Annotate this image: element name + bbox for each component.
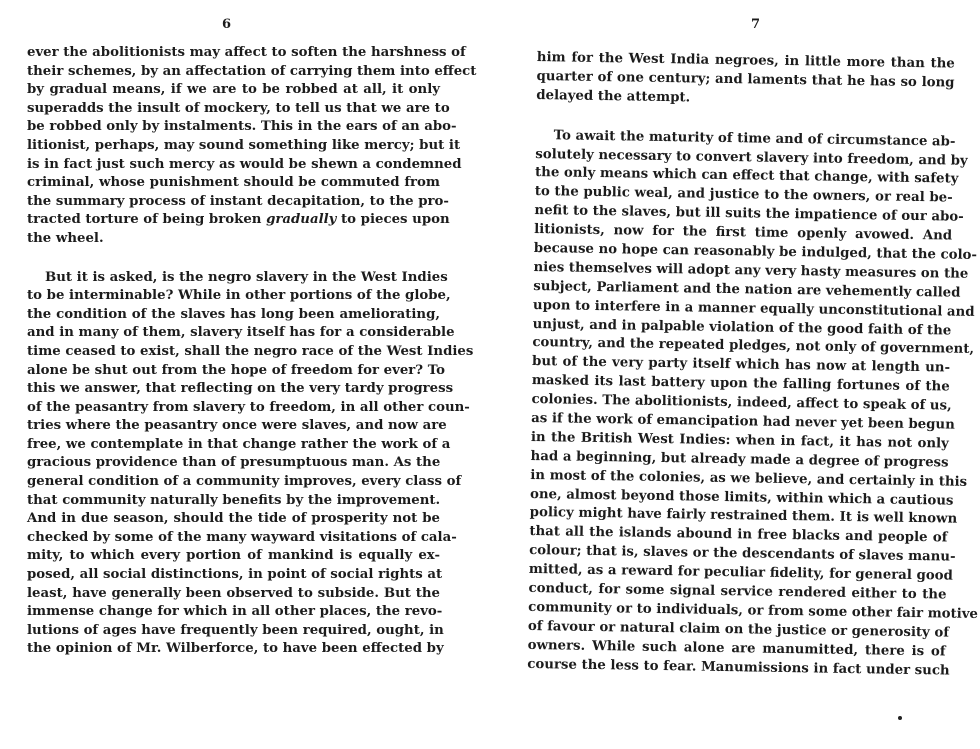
text-line: course the less to fear. Manumissions in fact under such bbox=[527, 656, 950, 679]
text-line: lutions of ages have frequently been required, ought, in bbox=[27, 622, 444, 638]
left-paragraph-1 bbox=[27, 44, 477, 249]
text-line: tracted torture of being broken gradually to pieces upon bbox=[27, 212, 450, 228]
text-line: him for the West India negroes, in little more than the bbox=[536, 49, 955, 72]
text-line: least, have generally been observed to subside. But the bbox=[27, 585, 440, 601]
text-line: because no hope can reasonably be indulged, that the colo- bbox=[533, 240, 978, 263]
text-line: alone be shut out from the hope of freedom for ever? To bbox=[27, 362, 445, 378]
text-line: to the public weal, and justice to the owners, or real be- bbox=[534, 184, 953, 206]
text-line: owners. While such alone are manumitted, there is of bbox=[527, 637, 946, 660]
text-line: gracious providence than of presumptuous man. As the bbox=[27, 455, 441, 471]
text-line: had a beginning, but already made a degree of progress bbox=[530, 448, 949, 471]
text-line: to be interminable? While in other portions of the globe, bbox=[27, 288, 451, 304]
text-line: immense change for which in all other places, the revo- bbox=[27, 604, 443, 620]
text-line: mitted, as a reward for peculiar fidelity, for general good bbox=[528, 562, 953, 584]
text-line: litionist, perhaps, may sound something like mercy; but it bbox=[27, 137, 461, 153]
text-line: time ceased to exist, shall the negro race of the West Indies bbox=[27, 343, 474, 359]
text-line: litionists, now for the first time openly avowed. And bbox=[534, 222, 953, 244]
text-line: solutely necessary to convert slavery into freedom, and by bbox=[535, 146, 968, 169]
text-line: in most of the colonies, as we believe, and certainly in this bbox=[530, 467, 968, 490]
text-line: that community naturally benefits by the improvement. bbox=[27, 492, 441, 508]
text-line: mity, to which every portion of mankind is equally ex- bbox=[27, 548, 440, 564]
text-line: the only means which can effect that change, with safety bbox=[534, 165, 959, 188]
text-line: the summary process of instant decapitation, to the pro- bbox=[27, 193, 449, 209]
text-line: quarter of one century; and laments that he has so long bbox=[536, 68, 955, 91]
text-line: as if the work of emancipation had never yet been begun bbox=[531, 410, 955, 433]
text-line: tries where the peasantry once were slaves, and now are bbox=[27, 418, 447, 434]
text-line: policy might have fairly restrained them. It is well known bbox=[529, 505, 958, 528]
text-line: colour; that is, slaves or the descendants of slaves manu- bbox=[529, 543, 956, 565]
text-line: their schemes, by an affectation of carrying them into effect bbox=[27, 63, 477, 79]
page-number-right: 7 bbox=[751, 17, 761, 32]
text-line: superadds the insult of mockery, to tell us that we are to bbox=[27, 100, 450, 116]
text-line: be robbed only by instalments. This in the ears of an abo- bbox=[27, 119, 457, 135]
text-line: colonies. The abolitionists, indeed, affect to speak of us, bbox=[531, 392, 952, 414]
left-text-column bbox=[27, 44, 477, 659]
text-line: by gradual means, if we are to be robbed at all, it only bbox=[27, 82, 440, 98]
text-line: masked its last battery upon the falling fortunes of the bbox=[531, 373, 950, 395]
text-line: in the British West Indies: when in fact, it has not only bbox=[530, 429, 949, 452]
text-line: of the peasantry from slavery to freedom, in all other coun- bbox=[27, 399, 470, 415]
text-line: the condition of the slaves has long been ameliorating, bbox=[27, 306, 440, 322]
text-line: nies themselves will adopt any very hasty measures on the bbox=[533, 259, 969, 282]
text-line: free, we contemplate in that change rather the work of a bbox=[27, 436, 451, 452]
text-line: conduct, for some signal service rendered either to the bbox=[528, 580, 947, 603]
text-line: but of the very party itself which has now at length un- bbox=[531, 354, 951, 376]
text-line: of favour or natural claim on the justice or generosity of bbox=[527, 618, 950, 641]
text-line: nefit to the slaves, but ill suits the impatience of our abo- bbox=[534, 203, 964, 225]
text-line: is in fact just such mercy as would be shewn a condemned bbox=[27, 156, 462, 172]
text-line: general condition of a community improves, every class of bbox=[27, 474, 462, 490]
left-paragraph-2 bbox=[27, 269, 474, 659]
text-line: posed, all social distinctions, in point of social rights at bbox=[27, 567, 443, 583]
text-line: And in due season, should the tide of prosperity not be bbox=[27, 511, 440, 527]
text-line: unjust, and in palpable violation of the good faith of the bbox=[532, 316, 952, 339]
text-line: checked by some of the many wayward visitations of cala- bbox=[27, 529, 457, 545]
text-line: ever the abolitionists may affect to soften the harshness of bbox=[27, 45, 466, 60]
ink-speck bbox=[898, 716, 902, 720]
right-paragraph-2 bbox=[527, 127, 979, 681]
right-paragraph-1 bbox=[536, 49, 955, 112]
text-line: But it is asked, is the negro slavery in the West Indies bbox=[45, 269, 448, 285]
text-line: country, and the repeated pledges, not only of government, bbox=[532, 335, 975, 358]
text-line: upon to interfere in a manner equally unconstitutional and bbox=[532, 297, 975, 320]
text-line: criminal, whose punishment should be commuted from bbox=[27, 175, 440, 191]
text-line: subject, Parliament and the nation are vehemently called bbox=[533, 278, 961, 301]
text-line: and in many of them, slavery itself has for a considerable bbox=[27, 325, 455, 341]
text-line: community or to individuals, or from some other fair motive bbox=[528, 599, 979, 622]
text-line: the opinion of Mr. Wilberforce, to have been effected by bbox=[27, 641, 444, 657]
text-line: one, almost beyond those limits, within which a cautious bbox=[529, 486, 954, 509]
text-line: this we answer, that reflecting on the very tardy progress bbox=[27, 381, 454, 397]
text-line: the wheel. bbox=[27, 230, 104, 246]
text-line: delayed the attempt. bbox=[536, 87, 691, 106]
text-line: To await the maturity of time and of circumstance ab- bbox=[553, 127, 956, 150]
right-text-column bbox=[527, 49, 979, 681]
page-number-left: 6 bbox=[222, 17, 232, 32]
text-line: that all the islands abound in free blacks and people of bbox=[529, 524, 948, 546]
